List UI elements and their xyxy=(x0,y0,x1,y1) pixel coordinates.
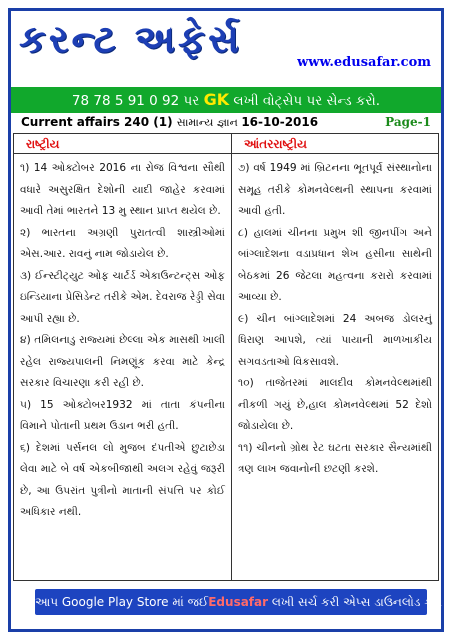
page-title: કરન્ટ અફેર્સ xyxy=(19,17,242,61)
national-column xyxy=(14,134,232,580)
footer-text-start: આપ xyxy=(35,595,62,609)
issue-date: 16-10-2016 xyxy=(241,115,319,129)
list-item: ૧) 14 ઓક્ટોબર 2016 ના રોજ વિશ્વના સૌથી વધારે અસુરક્ષિત દેશોની યાદી જાહેર કરવામાં આવી તેમાં ભારતને 13 મુ સ્થાન પ્રાપ્ત થયેલ છે. xyxy=(20,162,225,217)
gk-keyword: GK xyxy=(203,90,230,109)
whatsapp-instruction: લખી વોટ્સેપ પર સેન્ડ કરો. xyxy=(229,93,381,109)
play-store-banner[interactable] xyxy=(35,589,442,615)
whatsapp-banner xyxy=(11,87,441,113)
subheader-left xyxy=(21,115,318,130)
list-item: ૩) ઈન્સ્ટીટ્યુટ ઓફ ચાર્ટર્ડ એકાઉન્ટન્ટ્સ ઓફ ઇન્ડિયાના પ્રેસિડેન્ટ તરીકે એમ. દેવરાજ રેડ્ડી સેવા આપી રહ્યા છે. xyxy=(20,269,225,325)
content-columns xyxy=(13,133,439,581)
footer-text-middle: માં જઈ xyxy=(168,595,209,609)
list-item: ૬) દેશમાં પર્સનલ લો મુજબ દંપતીએ છુટાછેડા લેવા માટે બે વર્ષ એકબીજાથી અલગ રહેવું જરૂરી છે, આ ઉપરાંત પુત્રીનો માતાની સંપત્તિ પર કોઈ અધિકાર નથી. xyxy=(20,441,225,518)
document-page xyxy=(8,8,444,632)
international-items xyxy=(232,154,438,481)
international-column xyxy=(232,134,438,580)
brand-name: Edusafar xyxy=(208,595,269,609)
current-affairs-label: Current affairs 240 (1) xyxy=(21,115,177,129)
website-link[interactable]: www.edusafar.com xyxy=(297,55,431,70)
national-heading: રાષ્ટ્રીય xyxy=(14,134,231,154)
footer xyxy=(11,583,441,629)
list-item: ૭) વર્ષ 1949 માં બ્રિટનના ભૂતપૂર્વ સંસ્થાનોના સમૂહ તરીકે કોમનવેલ્થની સ્થાપના કરવામાં આવી હતી. xyxy=(238,162,432,217)
international-heading: આંતરરાષ્ટ્રીય xyxy=(232,134,438,154)
list-item: ૫) 15 ઓક્ટોબર1932 માં તાતા કંપનીના વિમાને પોતાની પ્રથમ ઉડાન ભરી હતી. xyxy=(20,398,225,432)
list-item: ૮) હાલમાં ચીનના પ્રમુખ શી જીનપીંગ અને બાંગ્લાદેશના વડાપ્રધાન શેખ હસીના સાથેની બેઠકમાં 26 જેટલા મહત્વના કરારો કરવામાં આવ્યા છે. xyxy=(238,226,432,303)
national-items xyxy=(14,154,231,524)
list-item: ૯) ચીન બાંગ્લાદેશમાં 24 અબજ ડોલરનું ધિરાણ આપશે, ત્યાં પાયાની માળખાકીય સગવડતાઓ વિકસાવશે. xyxy=(238,312,432,368)
list-item: ૨) ભારતના અગ્રણી પુરાતત્વી શાસ્ત્રીઓમાં એસ.આર. રાવનું નામ જોડાયેલ છે. xyxy=(20,226,225,260)
page-number: Page-1 xyxy=(385,115,431,129)
subheader xyxy=(11,113,441,133)
list-item: ૧૧) ચીનનો ગ્રોથ રેટ ઘટતા સરકાર સૈન્યમાંથી ત્રણ લાખ જવાનોની છટણી કરશે. xyxy=(238,441,432,475)
whatsapp-number-text: 78 78 5 91 0 92 પર xyxy=(71,93,204,109)
list-item: ૪) તમિલનાડુ રાજ્યમાં છેલ્લા એક માસથી ખાલી રહેલ રાજ્યપાલની નિમણૂંક કરવા માટે કેન્દ્ર સરકાર વિચારણા કરી રહી છે. xyxy=(20,334,225,389)
general-knowledge-label: સામાન્ય જ્ઞાન xyxy=(176,116,242,129)
list-item: ૧૦) તાજેતરમાં માલદીવ કોમનવેલ્થમાંથી નીકળી ગયું છે,હાલ કોમનવેલ્થમાં 52 દેશો જોડાયેલા છે. xyxy=(238,377,432,432)
header xyxy=(11,11,441,87)
footer-text-end: લખી સર્ચ કરી એપ્સ ડાઉનલોડ કરો xyxy=(268,595,442,609)
play-store-label: Google Play Store xyxy=(61,595,169,609)
